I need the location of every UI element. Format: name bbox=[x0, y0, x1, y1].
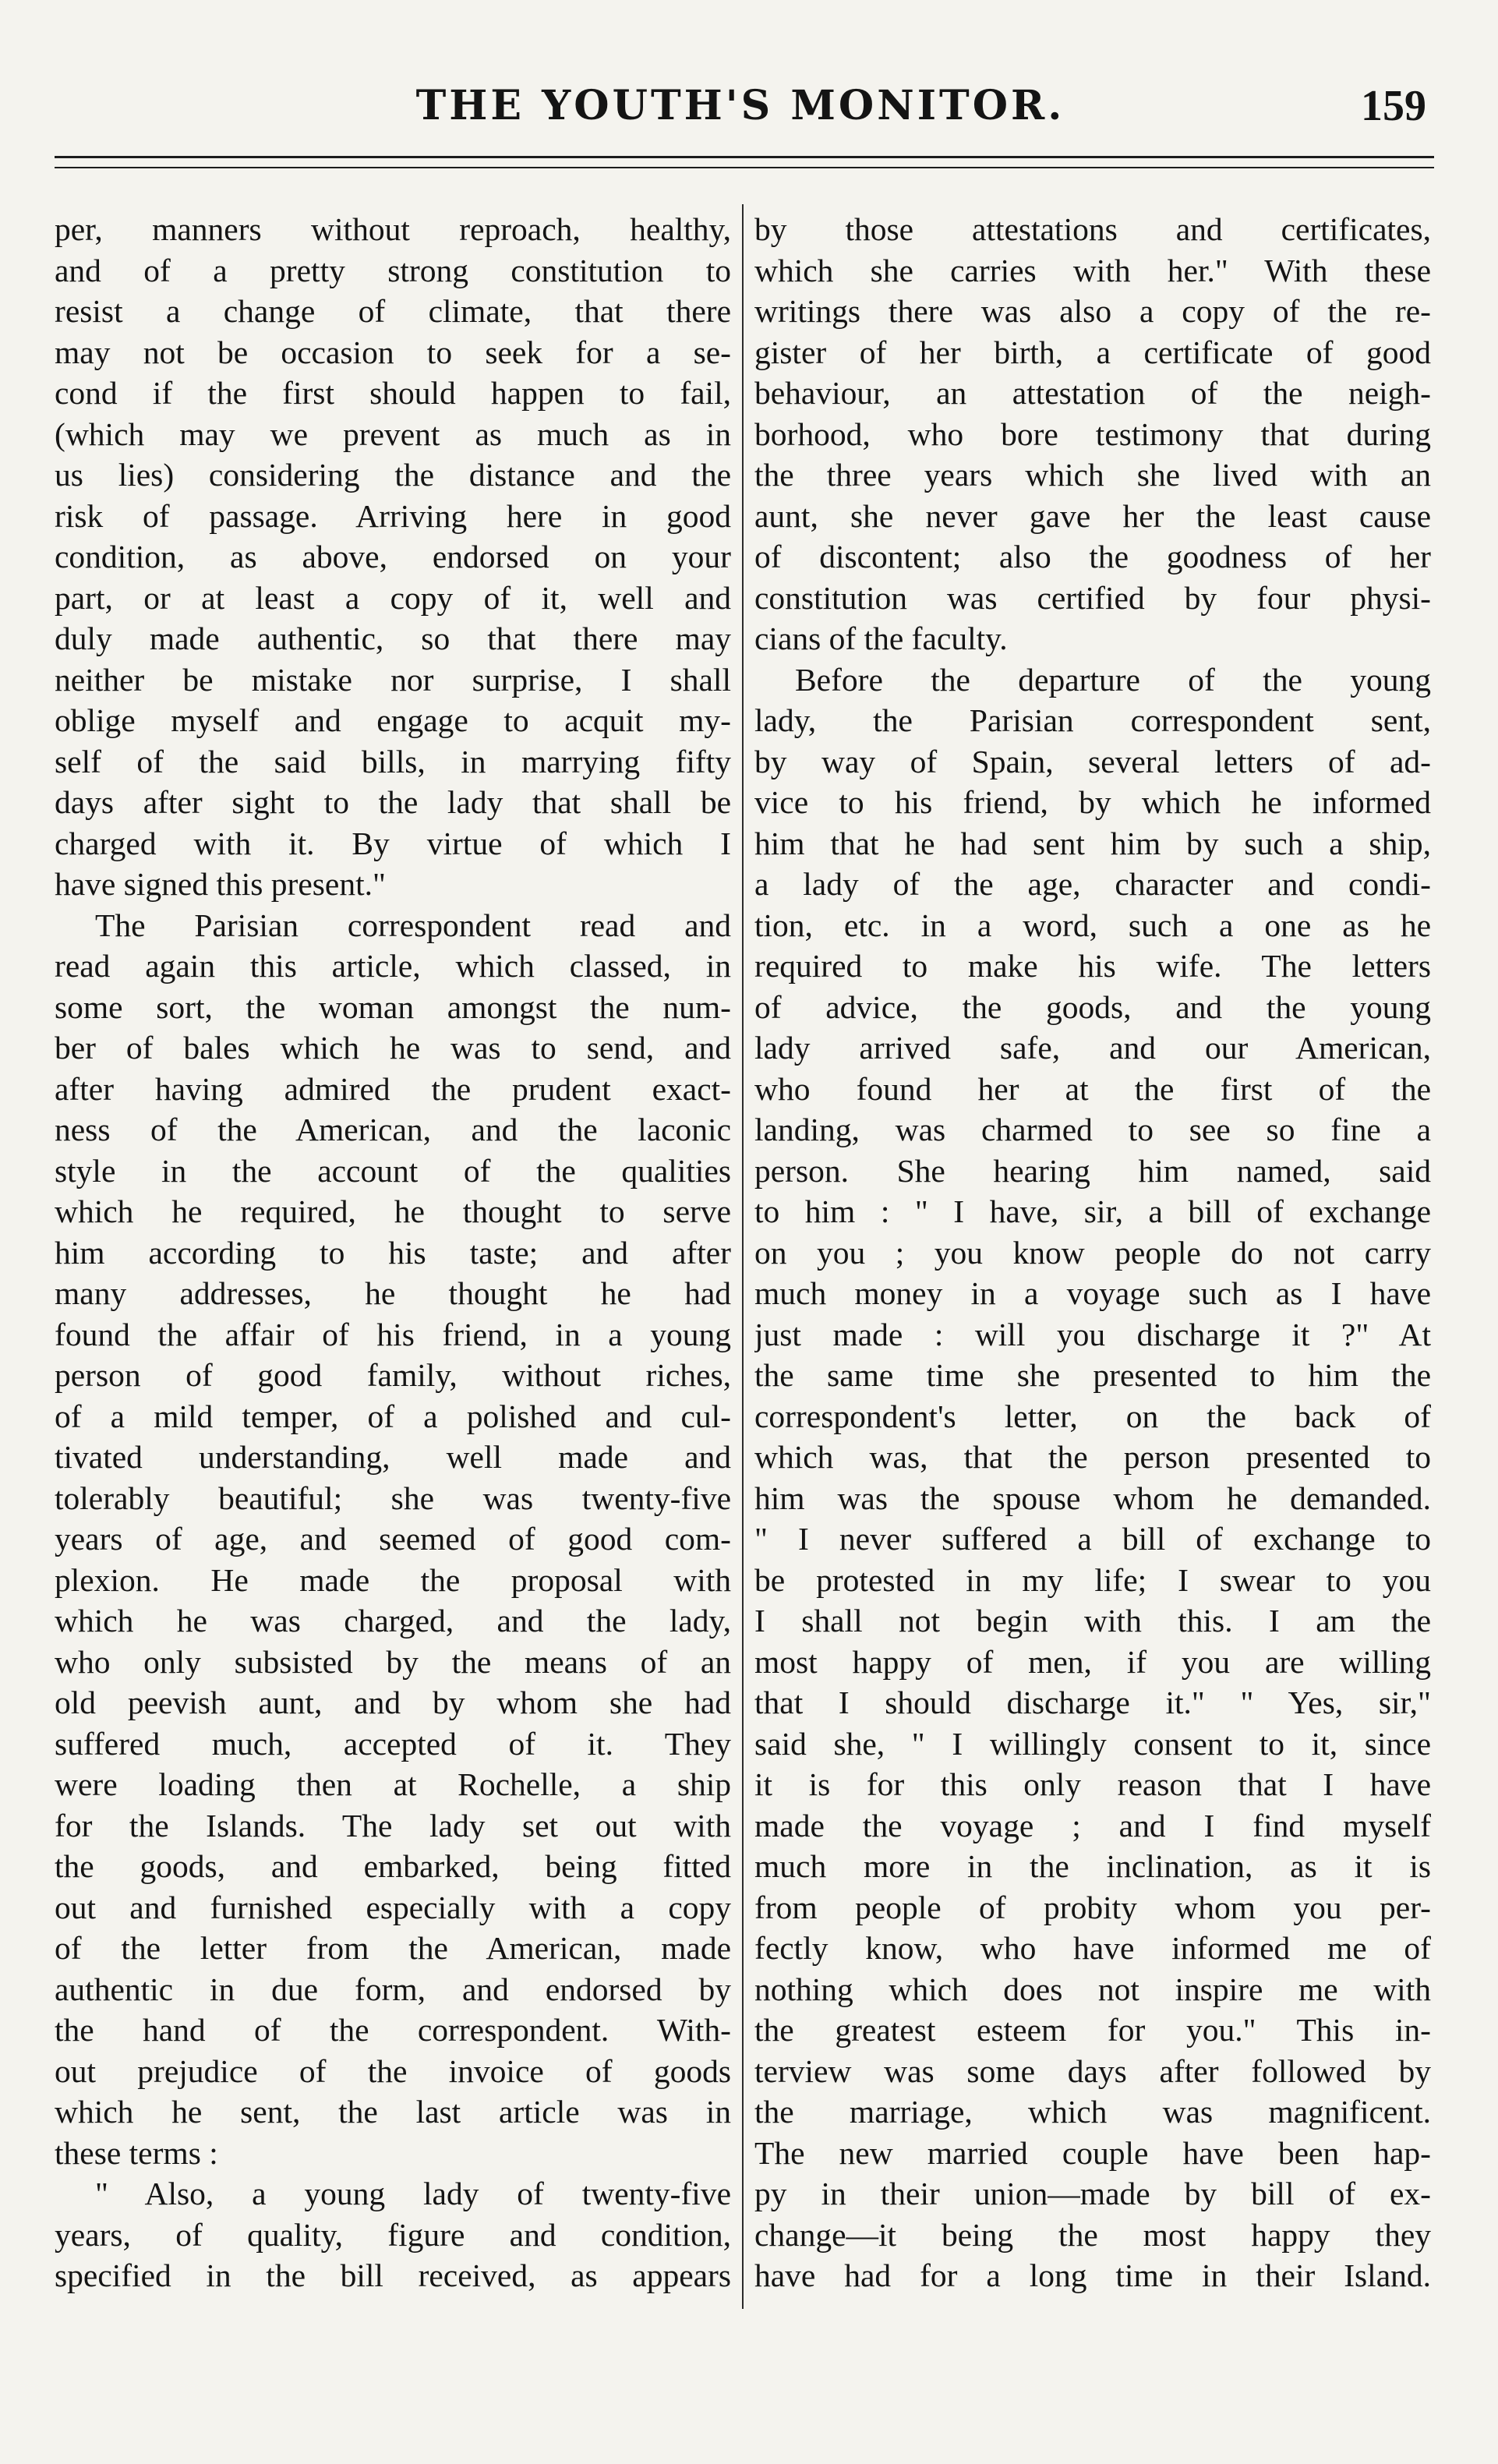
text-line: him that he had sent him by such a ship, bbox=[754, 825, 1431, 861]
text-line: The Parisian correspondent read and bbox=[95, 907, 731, 943]
text-line: constitution was certified by four physi- bbox=[754, 579, 1431, 616]
page-header bbox=[55, 75, 1426, 137]
text-line: which was, that the person presented to bbox=[754, 1439, 1431, 1475]
text-line: required to make his wife. The letters bbox=[754, 948, 1431, 984]
text-line: by those attestations and certificates, bbox=[754, 211, 1431, 247]
text-line: many addresses, he thought he had bbox=[55, 1275, 731, 1311]
text-line: gister of her birth, a certificate of good bbox=[754, 334, 1431, 370]
text-line: oblige myself and engage to acquit my- bbox=[55, 702, 731, 738]
text-line: may not be occasion to seek for a se- bbox=[55, 334, 731, 370]
header-rule-secondary bbox=[55, 167, 1434, 168]
text-line: be protested in my life; I swear to you bbox=[754, 1561, 1431, 1598]
text-line: which she carries with her." With these bbox=[754, 252, 1431, 288]
text-line: correspondent's letter, on the back of bbox=[754, 1398, 1431, 1434]
text-line: borhood, who bore testimony that during bbox=[754, 415, 1431, 452]
text-line: person. She hearing him named, said bbox=[754, 1152, 1431, 1189]
text-line: authentic in due form, and endorsed by bbox=[55, 1971, 731, 2007]
text-line: " I never suffered a bill of exchange to bbox=[754, 1521, 1431, 1557]
text-line: the same time she presented to him the bbox=[754, 1357, 1431, 1393]
text-line: fectly know, who have informed me of bbox=[754, 1930, 1431, 1966]
text-line: style in the account of the qualities bbox=[55, 1152, 731, 1189]
text-line: specified in the bill received, as appears bbox=[55, 2257, 731, 2293]
text-line: tivated understanding, well made and bbox=[55, 1439, 731, 1475]
text-line: which he sent, the last article was in bbox=[55, 2094, 731, 2130]
header-rule bbox=[55, 156, 1434, 158]
text-line: self of the said bills, in marrying fifty bbox=[55, 743, 731, 780]
text-line: the greatest esteem for you." This in- bbox=[754, 2012, 1431, 2048]
text-line: much money in a voyage such as I have bbox=[754, 1275, 1431, 1311]
text-line: found the affair of his friend, in a young bbox=[55, 1316, 731, 1352]
text-line: nothing which does not inspire me with bbox=[754, 1971, 1431, 2007]
text-line: cond if the first should happen to fail, bbox=[55, 375, 731, 411]
page-number: 159 bbox=[1361, 82, 1426, 130]
text-line: landing, was charmed to see so fine a bbox=[754, 1112, 1431, 1147]
text-line: the three years which she lived with an bbox=[754, 457, 1431, 493]
text-line: risk of passage. Arriving here in good bbox=[55, 497, 731, 534]
text-line: Before the departure of the young bbox=[795, 661, 1431, 698]
text-line: it is for this only reason that I have bbox=[754, 1766, 1431, 1802]
text-line: of advice, the goods, and the young bbox=[754, 988, 1431, 1025]
text-line: (which may we prevent as much as in bbox=[55, 415, 731, 452]
text-line: to him : " I have, sir, a bill of exchange bbox=[754, 1193, 1431, 1229]
text-line: duly made authentic, so that there may bbox=[55, 620, 731, 656]
text-line: that I should discharge it." " Yes, sir," bbox=[754, 1684, 1431, 1720]
text-line: just made : will you discharge it ?" At bbox=[754, 1316, 1431, 1352]
text-line: of the letter from the American, made bbox=[55, 1930, 731, 1966]
text-line: of a mild temper, of a polished and cul- bbox=[55, 1398, 731, 1434]
text-line: who only subsisted by the means of an bbox=[55, 1643, 731, 1680]
running-title: THE YOUTH'S MONITOR. bbox=[415, 82, 1065, 129]
column-divider bbox=[742, 204, 744, 2309]
text-line: from people of probity whom you per- bbox=[754, 1889, 1431, 1925]
text-line: were loading then at Rochelle, a ship bbox=[55, 1766, 731, 1802]
text-line: which he required, he thought to serve bbox=[55, 1193, 731, 1229]
left-column bbox=[55, 209, 731, 2296]
text-line: after having admired the prudent exact- bbox=[55, 1070, 731, 1107]
text-line: lady, the Parisian correspondent sent, bbox=[754, 702, 1431, 738]
text-line: tion, etc. in a word, such a one as he bbox=[754, 907, 1431, 943]
text-line: part, or at least a copy of it, well and bbox=[55, 579, 731, 616]
text-line: who found her at the first of the bbox=[754, 1070, 1431, 1107]
text-line: the marriage, which was magnificent. bbox=[754, 2094, 1431, 2130]
text-line: out prejudice of the invoice of goods bbox=[55, 2052, 731, 2089]
text-line: " Also, a young lady of twenty-five bbox=[95, 2176, 731, 2211]
text-line: out and furnished especially with a copy bbox=[55, 1889, 731, 1925]
text-line: plexion. He made the proposal with bbox=[55, 1561, 731, 1598]
text-line: ness of the American, and the laconic bbox=[55, 1112, 731, 1147]
text-line: terview was some days after followed by bbox=[754, 2052, 1431, 2089]
text-line: have had for a long time in their Island. bbox=[754, 2257, 1431, 2293]
text-line: resist a change of climate, that there bbox=[55, 293, 731, 329]
text-line: condition, as above, endorsed on your bbox=[55, 539, 731, 574]
text-line: read again this article, which classed, in bbox=[55, 948, 731, 984]
text-line: py in their union—made by bill of ex- bbox=[754, 2176, 1431, 2211]
text-line: tolerably beautiful; she was twenty-five bbox=[55, 1479, 731, 1516]
text-line: aunt, she never gave her the least cause bbox=[754, 497, 1431, 534]
text-line: by way of Spain, several letters of ad- bbox=[754, 743, 1431, 780]
text-line: per, manners without reproach, healthy, bbox=[55, 211, 731, 247]
text-line: the goods, and embarked, being fitted bbox=[55, 1848, 731, 1884]
text-line: and of a pretty strong constitution to bbox=[55, 252, 731, 288]
text-line: said she, " I willingly consent to it, since bbox=[754, 1725, 1431, 1762]
text-line: ber of bales which he was to send, and bbox=[55, 1030, 731, 1066]
text-line: writings there was also a copy of the re- bbox=[754, 293, 1431, 329]
text-line: most happy of men, if you are willing bbox=[754, 1643, 1431, 1680]
text-line: these terms : bbox=[55, 2134, 218, 2171]
text-line: on you ; you know people do not carry bbox=[754, 1234, 1431, 1271]
text-line: the hand of the correspondent. With- bbox=[55, 2012, 731, 2048]
text-line: I shall not begin with this. I am the bbox=[754, 1603, 1431, 1639]
text-line: charged with it. By virtue of which I bbox=[55, 825, 731, 861]
text-line: years of age, and seemed of good com- bbox=[55, 1521, 731, 1557]
text-line: him was the spouse whom he demanded. bbox=[754, 1479, 1431, 1516]
text-line: neither be mistake nor surprise, I shall bbox=[55, 661, 731, 698]
text-line: which he was charged, and the lady, bbox=[55, 1603, 731, 1639]
text-line: of discontent; also the goodness of her bbox=[754, 539, 1431, 574]
text-line: for the Islands. The lady set out with bbox=[55, 1807, 731, 1844]
right-column bbox=[754, 209, 1431, 2296]
text-line: made the voyage ; and I find myself bbox=[754, 1807, 1431, 1844]
text-line: some sort, the woman amongst the num- bbox=[55, 988, 731, 1025]
text-line: him according to his taste; and after bbox=[55, 1234, 731, 1271]
text-line: have signed this present." bbox=[55, 866, 386, 902]
text-line: vice to his friend, by which he informed bbox=[754, 784, 1431, 820]
text-line: behaviour, an attestation of the neigh- bbox=[754, 375, 1431, 411]
text-line: person of good family, without riches, bbox=[55, 1357, 731, 1393]
text-line: a lady of the age, character and condi- bbox=[754, 866, 1431, 902]
text-line: us lies) considering the distance and the bbox=[55, 457, 731, 493]
text-line: old peevish aunt, and by whom she had bbox=[55, 1684, 731, 1720]
text-line: years, of quality, figure and condition, bbox=[55, 2216, 731, 2253]
text-line: lady arrived safe, and our American, bbox=[754, 1030, 1431, 1066]
text-line: days after sight to the lady that shall be bbox=[55, 784, 731, 820]
text-line: The new married couple have been hap- bbox=[754, 2134, 1431, 2171]
text-line: cians of the faculty. bbox=[754, 620, 1008, 656]
text-line: change—it being the most happy they bbox=[754, 2216, 1431, 2253]
text-line: suffered much, accepted of it. They bbox=[55, 1725, 731, 1762]
text-line: much more in the inclination, as it is bbox=[754, 1848, 1431, 1884]
